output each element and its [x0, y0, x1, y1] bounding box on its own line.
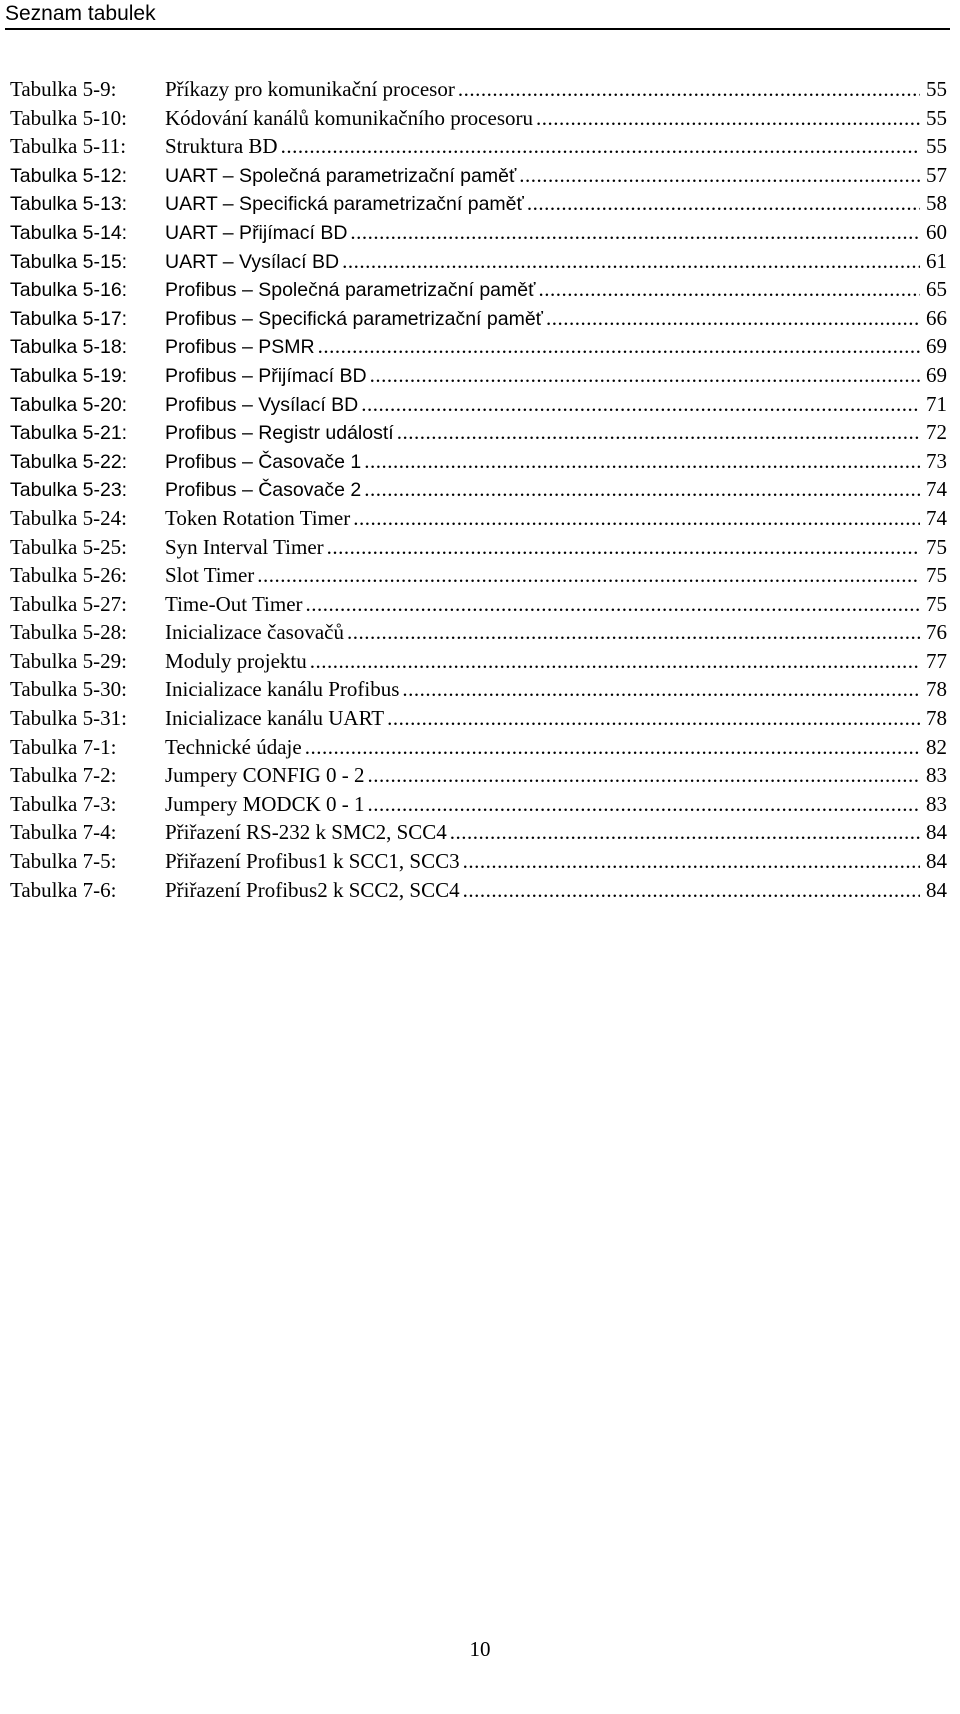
- toc-entry[interactable]: [10, 418, 947, 447]
- dot-leader: [538, 275, 920, 304]
- toc-entry-title: Přiřazení Profibus1 k SCC1, SCC3: [165, 849, 460, 874]
- toc-entry-page: 58: [926, 191, 947, 216]
- toc-entry-label: Tabulka 5-25:: [10, 534, 127, 559]
- toc-entry-label: Tabulka 7-1:: [10, 734, 117, 759]
- dot-leader: [402, 675, 920, 704]
- dot-leader: [536, 104, 920, 133]
- toc-entry-page: 60: [926, 219, 947, 244]
- toc-entry-title: Jumpery CONFIG 0 - 2: [165, 763, 365, 788]
- toc-entry-page: 55: [926, 105, 947, 130]
- toc-entry-label: Tabulka 5-9:: [10, 77, 117, 101]
- toc-entry[interactable]: [10, 161, 947, 190]
- toc-entry-page: 72: [926, 420, 947, 445]
- dot-leader: [342, 247, 920, 276]
- toc-entry-title: Přiřazení RS-232 k SMC2, SCC4: [165, 820, 447, 845]
- dot-leader: [361, 390, 920, 419]
- toc-entry-title: UART – Specifická parametrizační paměť: [165, 193, 524, 216]
- toc-entry-label: Tabulka 5-15:: [10, 250, 128, 273]
- table-of-contents: [10, 75, 947, 904]
- toc-entry-title: Technické údaje: [165, 734, 302, 759]
- toc-entry-page: 75: [926, 591, 947, 616]
- toc-entry-page: 83: [926, 763, 947, 788]
- toc-entry[interactable]: [10, 304, 947, 333]
- dot-leader: [364, 447, 920, 476]
- dot-leader: [310, 647, 920, 676]
- toc-entry[interactable]: [10, 561, 947, 590]
- toc-entry-page: 65: [926, 277, 947, 302]
- toc-entry-page: 84: [926, 820, 947, 845]
- toc-entry[interactable]: [10, 332, 947, 361]
- dot-leader: [463, 876, 920, 905]
- toc-entry-label: Tabulka 7-5:: [10, 849, 117, 874]
- toc-entry-title: UART – Přijímací BD: [165, 221, 348, 244]
- toc-entry[interactable]: [10, 75, 947, 104]
- toc-entry-label: Tabulka 5-21:: [10, 422, 128, 445]
- toc-entry-label: Tabulka 5-31:: [10, 706, 127, 731]
- toc-entry-label: Tabulka 7-6:: [10, 877, 117, 902]
- toc-entry-page: 84: [926, 849, 947, 874]
- toc-entry[interactable]: [10, 533, 947, 562]
- toc-entry-title: Kódování kanálů komunikačního procesoru: [165, 105, 533, 130]
- toc-entry-title: Time-Out Timer: [165, 591, 303, 616]
- toc-entry[interactable]: [10, 647, 947, 676]
- dot-leader: [450, 818, 920, 847]
- dot-leader: [368, 761, 921, 790]
- toc-entry[interactable]: [10, 218, 947, 247]
- toc-entry-page: 78: [926, 677, 947, 702]
- toc-entry-label: Tabulka 5-14:: [10, 221, 128, 244]
- toc-entry-label: Tabulka 5-20:: [10, 393, 128, 416]
- toc-entry-page: 84: [926, 877, 947, 902]
- toc-entry-title: UART – Společná parametrizační paměť: [165, 164, 517, 187]
- dot-leader: [368, 790, 921, 819]
- toc-entry-title: Inicializace kanálu UART: [165, 706, 385, 731]
- dot-leader: [281, 132, 920, 161]
- toc-entry-page: 69: [926, 362, 947, 387]
- toc-entry-page: 77: [926, 648, 947, 673]
- toc-entry-page: 78: [926, 706, 947, 731]
- toc-entry[interactable]: [10, 475, 947, 504]
- dot-leader: [397, 418, 920, 447]
- toc-entry-title: Profibus – Vysílací BD: [165, 393, 359, 416]
- toc-entry[interactable]: [10, 504, 947, 533]
- toc-entry-page: 76: [926, 620, 947, 645]
- toc-entry-label: Tabulka 5-27:: [10, 591, 127, 616]
- toc-entry-label: Tabulka 5-23:: [10, 479, 128, 502]
- toc-entry[interactable]: [10, 590, 947, 619]
- toc-entry[interactable]: [10, 104, 947, 133]
- toc-entry-title: Profibus – PSMR: [165, 336, 315, 359]
- dot-leader: [257, 561, 920, 590]
- toc-entry[interactable]: [10, 733, 947, 762]
- toc-entry-label: Tabulka 5-24:: [10, 505, 127, 530]
- toc-entry-title: Profibus – Specifická parametrizační paměť: [165, 307, 543, 330]
- toc-entry-page: 83: [926, 791, 947, 816]
- toc-entry[interactable]: [10, 618, 947, 647]
- toc-entry-label: Tabulka 5-12:: [10, 164, 128, 187]
- toc-entry-title: Inicializace kanálu Profibus: [165, 677, 400, 702]
- section-title: Seznam tabulek: [5, 2, 156, 25]
- dot-leader: [387, 704, 920, 733]
- toc-entry-label: Tabulka 5-10:: [10, 105, 127, 130]
- toc-entry[interactable]: [10, 247, 947, 276]
- toc-entry[interactable]: [10, 189, 947, 218]
- toc-entry-title: Profibus – Registr událostí: [165, 422, 394, 445]
- toc-entry-label: Tabulka 5-26:: [10, 563, 127, 588]
- toc-entry[interactable]: [10, 818, 947, 847]
- toc-entry-title: Moduly projektu: [165, 648, 307, 673]
- toc-entry-page: 75: [926, 534, 947, 559]
- toc-entry[interactable]: [10, 761, 947, 790]
- toc-entry-page: 73: [926, 448, 947, 473]
- toc-entry-title: Profibus – Časovače 1: [165, 450, 362, 473]
- toc-entry-title: Token Rotation Timer: [165, 505, 351, 530]
- toc-entry-label: Tabulka 5-22:: [10, 450, 128, 473]
- dot-leader: [347, 618, 920, 647]
- toc-entry-label: Tabulka 5-30:: [10, 677, 127, 702]
- toc-entry-page: 66: [926, 305, 947, 330]
- page-number: 10: [469, 1637, 491, 1661]
- dot-leader: [306, 590, 920, 619]
- toc-entry-title: Profibus – Časovače 2: [165, 479, 362, 502]
- toc-entry-page: 55: [926, 77, 947, 101]
- page-header: [5, 0, 950, 30]
- toc-entry[interactable]: [10, 704, 947, 733]
- toc-entry[interactable]: [10, 361, 947, 390]
- toc-entry-label: Tabulka 7-3:: [10, 791, 117, 816]
- dot-leader: [527, 189, 920, 218]
- toc-entry[interactable]: [10, 790, 947, 819]
- toc-entry-label: Tabulka 7-4:: [10, 820, 117, 845]
- dot-leader: [327, 533, 920, 562]
- dot-leader: [463, 847, 920, 876]
- toc-entry-label: Tabulka 5-13:: [10, 193, 128, 216]
- toc-entry-page: 74: [926, 505, 947, 530]
- toc-entry-label: Tabulka 5-16:: [10, 279, 128, 302]
- toc-entry-label: Tabulka 5-29:: [10, 648, 127, 673]
- toc-entry-title: Přiřazení Profibus2 k SCC2, SCC4: [165, 877, 460, 902]
- dot-leader: [305, 733, 920, 762]
- toc-entry[interactable]: [10, 447, 947, 476]
- dot-leader: [519, 161, 920, 190]
- toc-entry-page: 75: [926, 563, 947, 588]
- toc-entry[interactable]: [10, 132, 947, 161]
- toc-entry-title: Slot Timer: [165, 563, 255, 588]
- toc-entry-label: Tabulka 5-28:: [10, 620, 127, 645]
- toc-entry-page: 55: [926, 134, 947, 159]
- dot-leader: [458, 75, 920, 104]
- toc-entry-page: 82: [926, 734, 947, 759]
- toc-entry-label: Tabulka 5-11:: [10, 134, 127, 159]
- toc-entry-title: Profibus – Společná parametrizační paměť: [165, 279, 536, 302]
- dot-leader: [546, 304, 920, 333]
- toc-entry-label: Tabulka 5-18:: [10, 336, 128, 359]
- toc-entry-title: Jumpery MODCK 0 - 1: [165, 791, 365, 816]
- toc-entry[interactable]: [10, 275, 947, 304]
- dot-leader: [350, 218, 920, 247]
- toc-entry-title: UART – Vysílací BD: [165, 250, 340, 273]
- dot-leader: [364, 475, 920, 504]
- toc-entry[interactable]: [10, 675, 947, 704]
- toc-entry-page: 69: [926, 334, 947, 359]
- toc-entry[interactable]: [10, 390, 947, 419]
- toc-entry-page: 71: [926, 391, 947, 416]
- toc-entry[interactable]: [10, 847, 947, 876]
- toc-entry-title: Profibus – Přijímací BD: [165, 364, 367, 387]
- toc-entry-title: Struktura BD: [165, 134, 278, 159]
- toc-entry-title: Inicializace časovačů: [165, 620, 344, 645]
- toc-entry-page: 57: [926, 162, 947, 187]
- dot-leader: [370, 361, 920, 390]
- toc-entry-page: 74: [926, 477, 947, 502]
- dot-leader: [318, 332, 920, 361]
- toc-entry-label: Tabulka 7-2:: [10, 763, 117, 788]
- toc-entry-label: Tabulka 5-19:: [10, 364, 128, 387]
- toc-entry-page: 61: [926, 248, 947, 273]
- toc-entry-label: Tabulka 5-17:: [10, 307, 128, 330]
- dot-leader: [353, 504, 920, 533]
- toc-entry-title: Příkazy pro komunikační procesor: [165, 77, 455, 101]
- toc-entry[interactable]: [10, 876, 947, 905]
- toc-entry-title: Syn Interval Timer: [165, 534, 324, 559]
